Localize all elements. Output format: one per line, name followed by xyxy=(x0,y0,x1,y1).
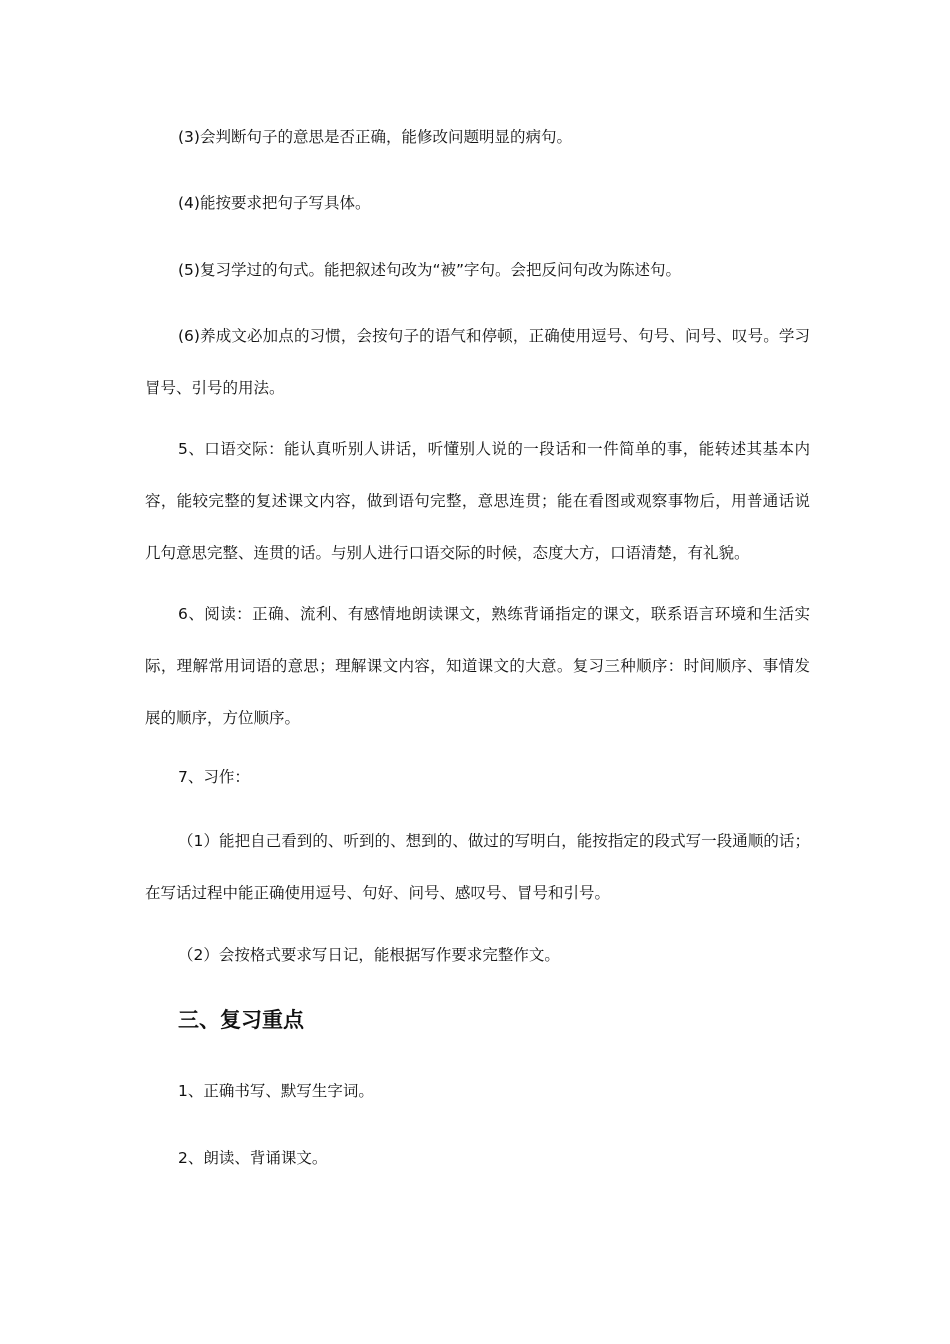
paragraph-item-3: (3)会判断句子的意思是否正确，能修改问题明显的病句。 xyxy=(178,128,572,146)
paragraph-oral-communication: 5、口语交际：能认真听别人讲话，听懂别人说的一段话和一件简单的事，能转述其基本内容，能较完整的复述课文内容，做到语句完整，意思连贯；能在看图或观察事物后，用普通话说几句意思完整、连贯的话。与别人进行口语交际的时候，态度大方，口语清楚，有礼貌。 xyxy=(145,440,810,562)
paragraph-writing-title: 7、习作： xyxy=(178,768,250,786)
paragraph-reading: 6、阅读：正确、流利、有感情地朗读课文，熟练背诵指定的课文，联系语言环境和生活实际，理解常用词语的意思；理解课文内容，知道课文的大意。复习三种顺序：时间顺序、事情发展的顺序，方位顺序。 xyxy=(145,605,810,727)
paragraph-item-5: (5)复习学过的句式。能把叙述句改为“被”字句。会把反问句改为陈述句。 xyxy=(178,261,682,279)
paragraph-writing-1: （1）能把自己看到的、听到的、想到的、做过的写明白，能按指定的段式写一段通顺的话；在写话过程中能正确使用逗号、句好、问号、感叹号、冒号和引号。 xyxy=(145,832,810,902)
paragraph-writing-2: （2）会按格式要求写日记，能根据写作要求完整作文。 xyxy=(178,946,560,964)
section-heading: 三、复习重点 xyxy=(178,1007,304,1032)
key-point-item-1: 1、正确书写、默写生字词。 xyxy=(178,1082,374,1100)
paragraph-item-4: (4)能按要求把句子写具体。 xyxy=(178,194,371,212)
paragraph-item-6: (6)养成文必加点的习惯，会按句子的语气和停顿，正确使用逗号、句号、问号、叹号。学习冒号、引号的用法。 xyxy=(145,327,810,397)
key-point-item-2: 2、朗读、背诵课文。 xyxy=(178,1149,328,1167)
